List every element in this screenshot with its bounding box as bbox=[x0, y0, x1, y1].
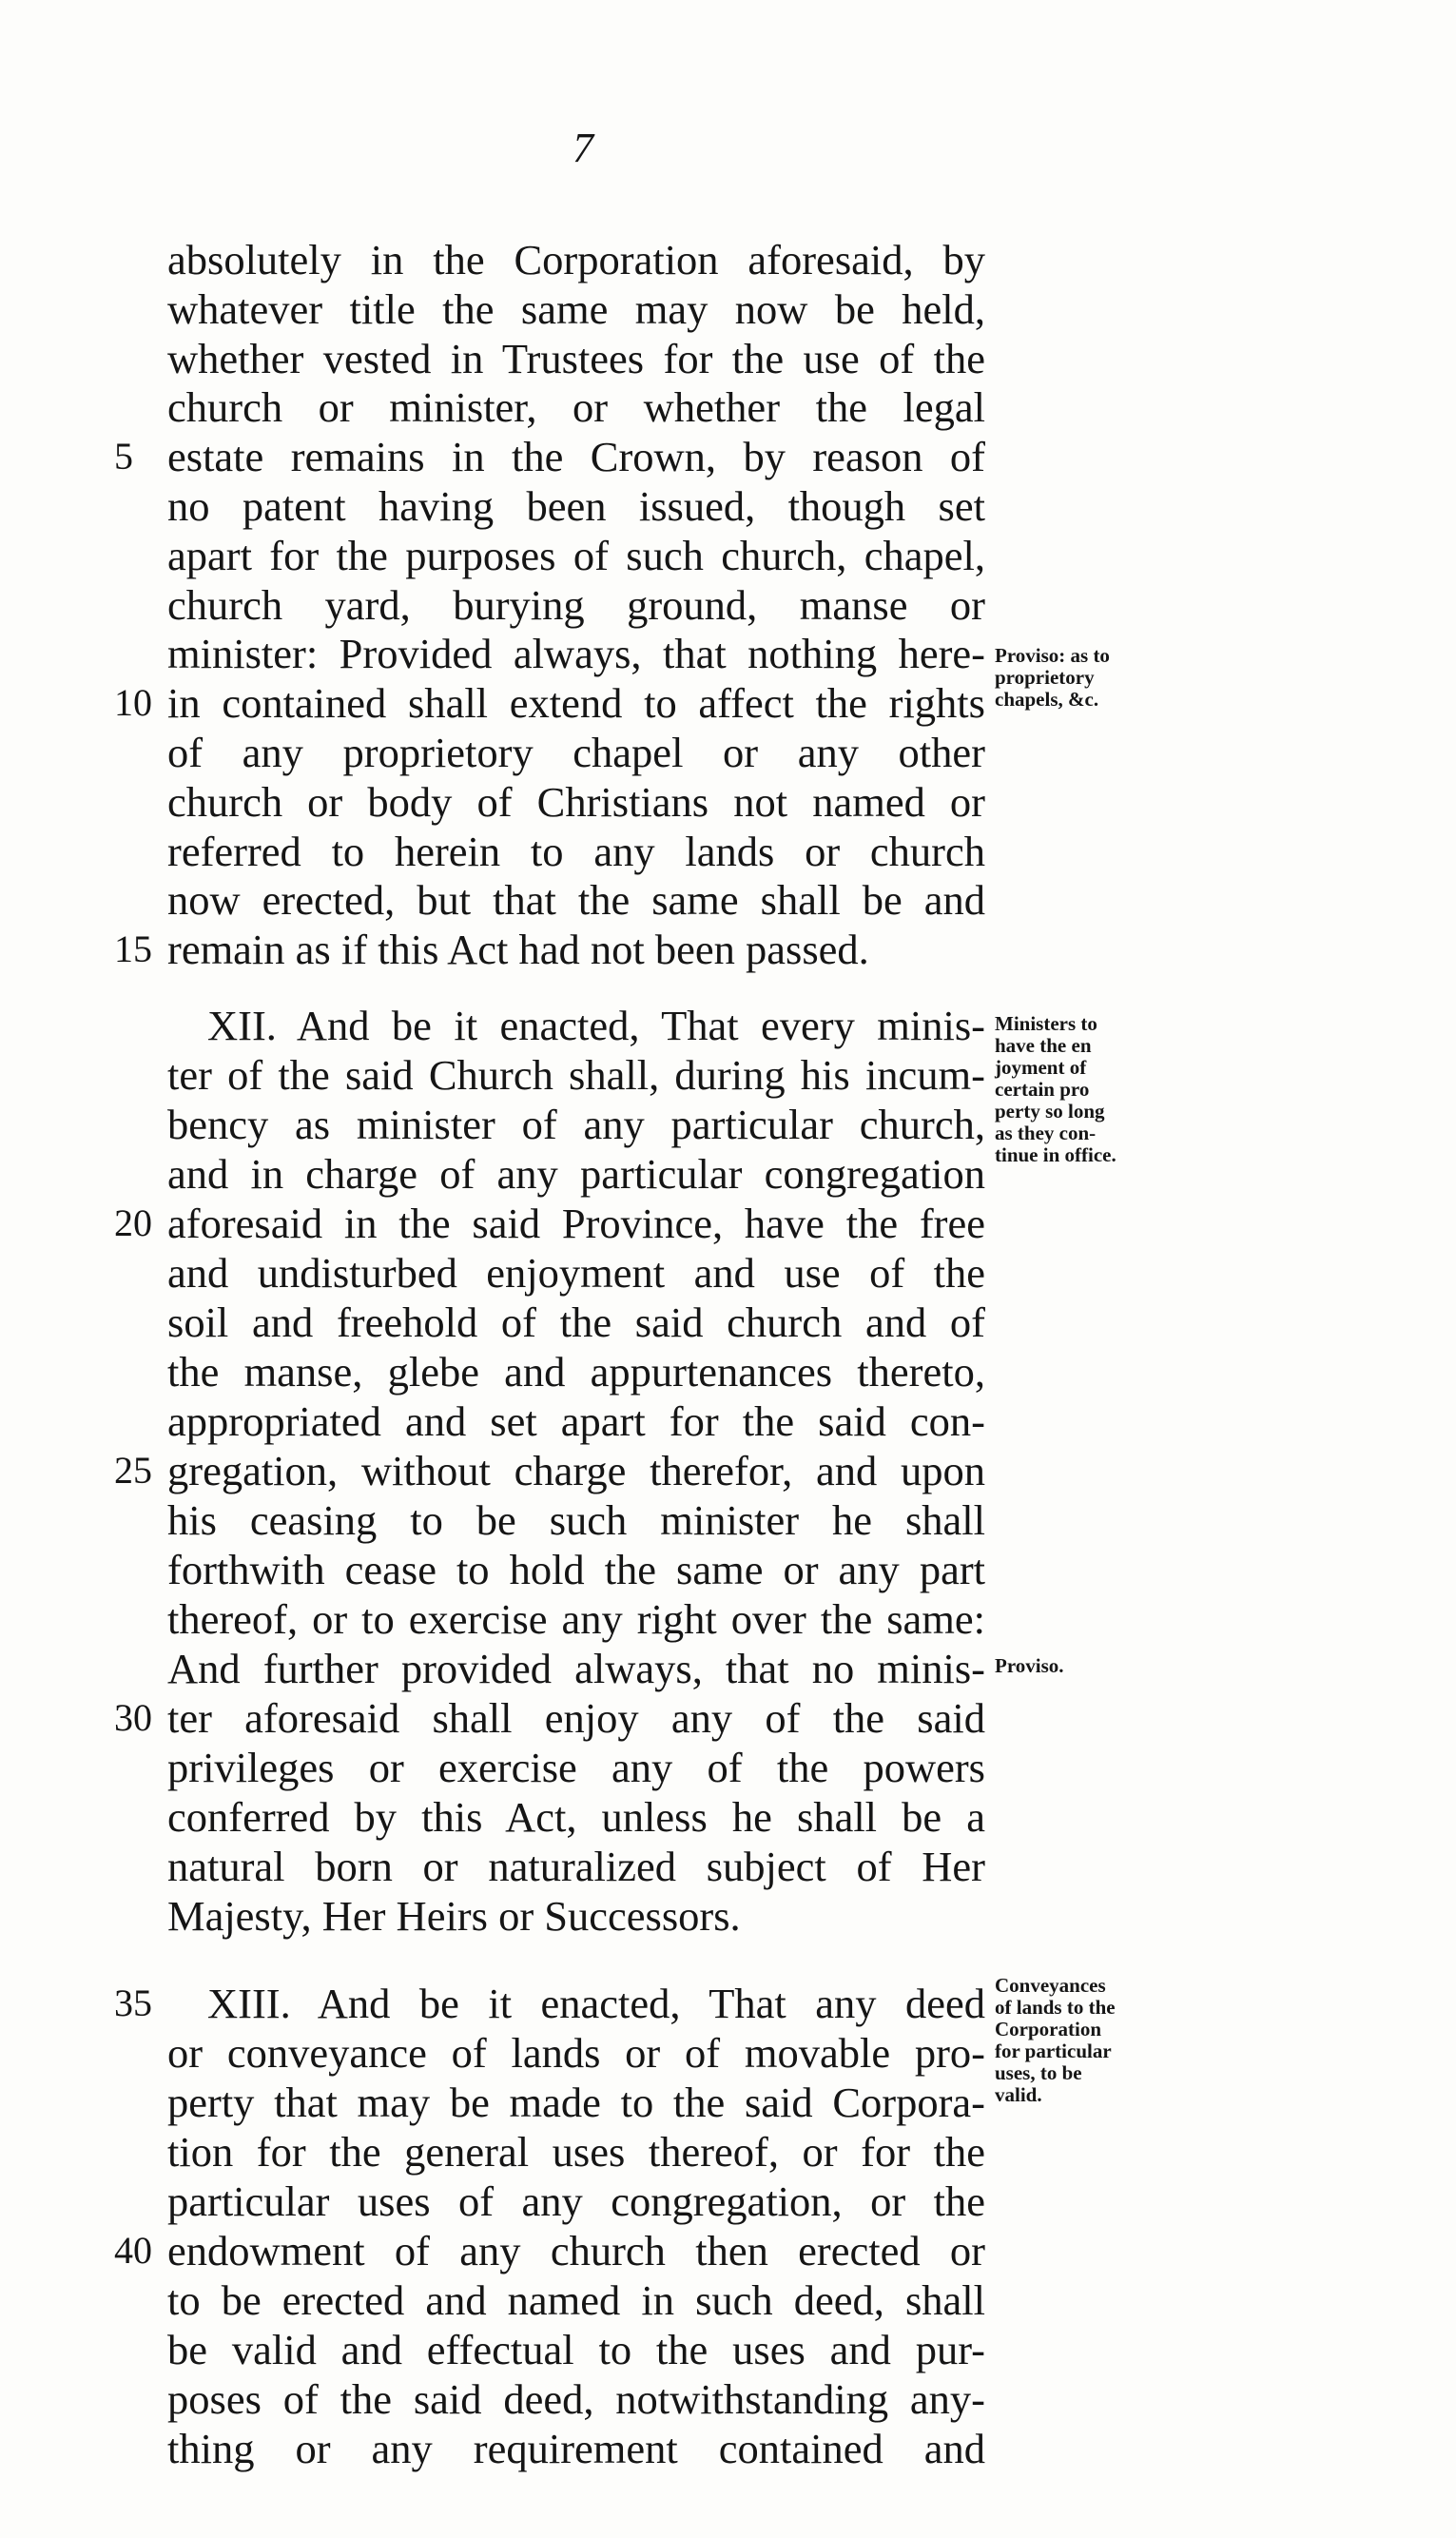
margin-note-line: joyment of bbox=[995, 1056, 1087, 1079]
text-line: aforesaid in the said Province, have the free bbox=[167, 1200, 985, 1247]
margin-note-line: Proviso. bbox=[995, 1654, 1064, 1677]
text-line: the manse, glebe and appurtenances thereto, bbox=[167, 1348, 985, 1396]
text-line: of any proprietory chapel or any other bbox=[167, 729, 985, 776]
text-line: to be erected and named in such deed, shall bbox=[167, 2276, 985, 2324]
text-line: endowment of any church then erected or bbox=[167, 2227, 985, 2274]
text-line: perty that may be made to the said Corpora- bbox=[167, 2079, 985, 2126]
margin-note-line: chapels, &c. bbox=[995, 688, 1099, 711]
margin-note-line: proprietory bbox=[995, 666, 1095, 689]
margin-note-line: of lands to the bbox=[995, 1996, 1116, 2019]
text-line: tion for the general uses thereof, or for the bbox=[167, 2128, 985, 2176]
text-line: referred to herein to any lands or church bbox=[167, 828, 985, 875]
text-line: estate remains in the Crown, by reason of bbox=[167, 433, 985, 480]
page-number: 7 bbox=[573, 125, 593, 171]
text-line: be valid and effectual to the uses and pur- bbox=[167, 2326, 985, 2373]
text-line: now erected, but that the same shall be and bbox=[167, 876, 985, 924]
margin-note bbox=[995, 1013, 1213, 1166]
line-number: 25 bbox=[114, 1449, 152, 1492]
text-line: particular uses of any congregation, or the bbox=[167, 2177, 985, 2225]
line-number: 20 bbox=[114, 1201, 152, 1244]
text-line: and in charge of any particular congregation bbox=[167, 1150, 985, 1198]
margin-note-line: Corporation bbox=[995, 2018, 1101, 2040]
margin-note-line: for particular bbox=[995, 2040, 1112, 2062]
margin-note-line: as they con- bbox=[995, 1122, 1097, 1144]
text-line: appropriated and set apart for the said con- bbox=[167, 1397, 985, 1445]
margin-note-line: Conveyances bbox=[995, 1974, 1106, 1997]
text-line: remain as if this Act had not been passed. bbox=[167, 926, 869, 973]
text-line: apart for the purposes of such church, chapel, bbox=[167, 532, 985, 579]
text-line: Majesty, Her Heirs or Successors. bbox=[167, 1892, 741, 1940]
text-line: ter of the said Church shall, during his incum- bbox=[167, 1051, 985, 1099]
margin-note bbox=[995, 1655, 1213, 1677]
margin-note-line: Proviso: as to bbox=[995, 644, 1110, 667]
text-line: church or body of Christians not named or bbox=[167, 778, 985, 826]
text-line: absolutely in the Corporation aforesaid, by bbox=[167, 236, 985, 283]
text-line: whether vested in Trustees for the use of the bbox=[167, 335, 985, 382]
text-line: and undisturbed enjoyment and use of the bbox=[167, 1249, 985, 1297]
margin-note-line: certain pro bbox=[995, 1078, 1090, 1101]
text-line: church yard, burying ground, manse or bbox=[167, 581, 985, 629]
margin-note-line: tinue in office. bbox=[995, 1143, 1116, 1166]
text-line: conferred by this Act, unless he shall be a bbox=[167, 1793, 985, 1841]
text-line: XII. And be it enacted, That every minis- bbox=[207, 1002, 985, 1049]
margin-note-line: Ministers to bbox=[995, 1012, 1097, 1035]
text-line: bency as minister of any particular church, bbox=[167, 1101, 985, 1148]
text-line: gregation, without charge therefor, and upon bbox=[167, 1447, 985, 1494]
text-line: XIII. And be it enacted, That any deed bbox=[207, 1980, 985, 2027]
text-line: privileges or exercise any of the powers bbox=[167, 1744, 985, 1791]
text-line: in contained shall extend to affect the rights bbox=[167, 679, 985, 727]
margin-note-line: perty so long bbox=[995, 1100, 1105, 1123]
text-line: thing or any requirement contained and bbox=[167, 2425, 985, 2472]
line-number: 35 bbox=[114, 1982, 152, 2024]
text-line: And further provided always, that no minis- bbox=[167, 1645, 985, 1692]
margin-note bbox=[995, 1975, 1213, 2106]
text-line: or conveyance of lands or of movable pro- bbox=[167, 2029, 985, 2077]
line-number: 40 bbox=[114, 2229, 152, 2272]
text-line: church or minister, or whether the legal bbox=[167, 383, 985, 431]
text-line: no patent having been issued, though set bbox=[167, 482, 985, 530]
text-line: thereof, or to exercise any right over the same: bbox=[167, 1595, 985, 1643]
text-line: forthwith cease to hold the same or any part bbox=[167, 1546, 985, 1593]
margin-note-line: uses, to be bbox=[995, 2061, 1082, 2084]
text-line: poses of the said deed, notwithstanding any- bbox=[167, 2375, 985, 2423]
line-number: 10 bbox=[114, 681, 152, 724]
line-number: 30 bbox=[114, 1696, 152, 1739]
line-number: 5 bbox=[114, 435, 133, 478]
text-line: whatever title the same may now be held, bbox=[167, 285, 985, 333]
text-line: minister: Provided always, that nothing here- bbox=[167, 630, 985, 677]
text-line: his ceasing to be such minister he shall bbox=[167, 1496, 985, 1544]
margin-note-line: have the en bbox=[995, 1034, 1092, 1057]
text-line: natural born or naturalized subject of Her bbox=[167, 1843, 985, 1890]
text-line: soil and freehold of the said church and of bbox=[167, 1298, 985, 1346]
line-number: 15 bbox=[114, 927, 152, 970]
margin-note bbox=[995, 645, 1213, 711]
text-line: ter aforesaid shall enjoy any of the said bbox=[167, 1694, 985, 1742]
margin-note-line: valid. bbox=[995, 2083, 1042, 2106]
